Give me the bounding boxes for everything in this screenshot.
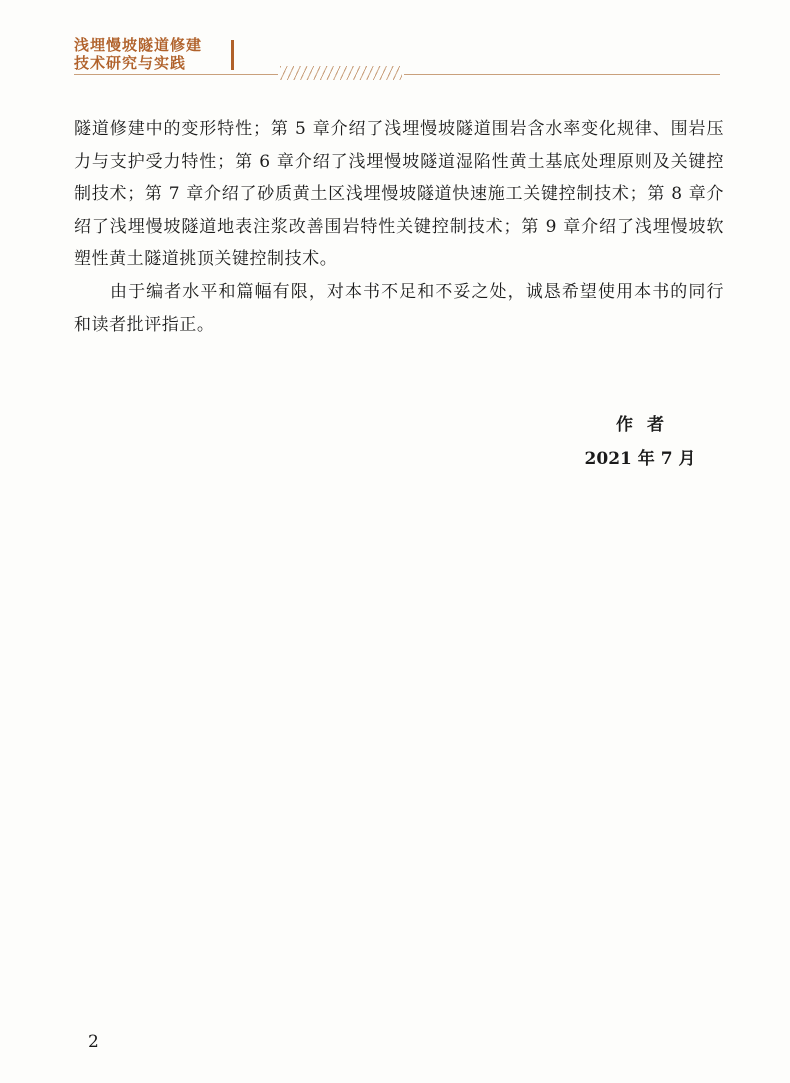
signature-date: 2021 年 7 月 [584,449,696,469]
header-accent-bar [231,40,234,70]
header-title-line2: 技术研究与实践 [74,54,187,72]
body-paragraph-2: 由于编者水平和篇幅有限，对本书不足和不妥之处，诚恳希望使用本书的同行和读者批评指正。 [74,281,724,335]
header-title-line1: 浅埋慢坡隧道修建 [74,36,203,54]
body-text [74,113,724,341]
header-rule-left [74,74,278,75]
body-paragraph-1: 隧道修建中的变形特性；第 5 章介绍了浅埋慢坡隧道围岩含水率变化规律、围岩压力与支护受力特性；第 6 章介绍了浅埋慢坡隧道湿陷性黄土基底处理原则及关键控制技术；第 7 章介绍了砂质黄土区浅埋慢坡隧道快速施工关键控制技术；第 8 章介绍了浅埋慢坡隧道地表注浆改善围岩特性关键控制技术；第 9 章介绍了浅埋慢坡软塑性黄土隧道挑顶关键控制技术。 [74,119,724,270]
header-hatch-ornament [280,66,402,80]
page-number: 2 [88,1032,99,1052]
running-header-title [74,36,202,72]
header-rule-right [404,74,720,75]
signature-block [560,408,720,476]
signature-author: 作者 [616,415,678,435]
